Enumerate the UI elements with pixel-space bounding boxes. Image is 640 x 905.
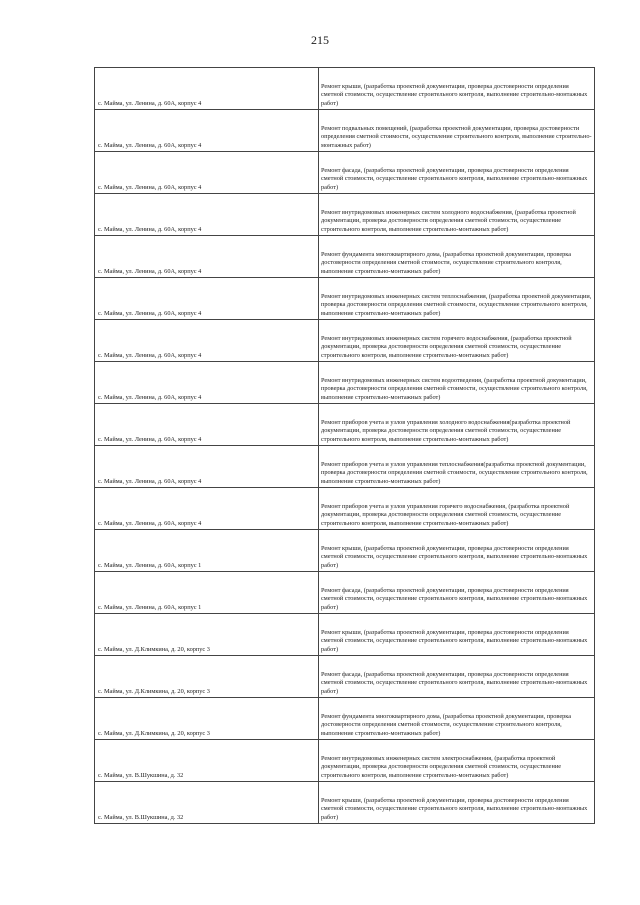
work-cell: Ремонт фасада, (разработка проектной документации, проверка достоверности определения сметной стоимости, осуществление строительного контроля, выполнение строительно-монтажных работ) — [319, 572, 595, 614]
table-row — [95, 656, 595, 698]
works-table — [94, 67, 595, 824]
address-cell: с. Майма, ул. В.Шукшина, д. 32 — [95, 782, 319, 824]
work-cell: Ремонт фасада, (разработка проектной документации, проверка достоверности определения сметной стоимости, осуществление строительного контроля, выполнение строительно-монтажных работ) — [319, 152, 595, 194]
address-cell: с. Майма, ул. Ленина, д. 60А, корпус 4 — [95, 236, 319, 278]
table-row — [95, 362, 595, 404]
work-cell: Ремонт приборов учета и узлов управления холодного водоснабжения(разработка проектной документации, проверка достоверности определения сметной стоимости, осуществление строительного контроля, выполнение строительно-монтажных работ) — [319, 404, 595, 446]
address-cell: с. Майма, ул. Д.Климкина, д. 20, корпус 3 — [95, 656, 319, 698]
table-row — [95, 614, 595, 656]
work-cell: Ремонт фундамента многоквартирного дома, (разработка проектной документации, проверка достоверности определения сметной стоимости, осуществление строительного контроля, выполнение строительно-монтажных работ) — [319, 236, 595, 278]
address-cell: с. Майма, ул. Ленина, д. 60А, корпус 4 — [95, 320, 319, 362]
table-row — [95, 236, 595, 278]
work-cell: Ремонт фасада, (разработка проектной документации, проверка достоверности определения сметной стоимости, осуществление строительного контроля, выполнение строительно-монтажных работ) — [319, 656, 595, 698]
table-row — [95, 68, 595, 110]
work-cell: Ремонт приборов учета и узлов управления теплоснабжения(разработка проектной документации, проверка достоверности определения сметной стоимости, осуществление строительного контроля, выполнение строительно-монтажных работ) — [319, 446, 595, 488]
address-cell: с. Майма, ул. Ленина, д. 60А, корпус 4 — [95, 362, 319, 404]
works-table-body — [95, 68, 595, 824]
address-cell: с. Майма, ул. Ленина, д. 60А, корпус 4 — [95, 110, 319, 152]
work-cell: Ремонт внутридомовых инженерных систем теплоснабжения, (разработка проектной документации, проверка достоверности определения сметной стоимости, осуществление строительного контроля, выполнение строительно-монтажных работ) — [319, 278, 595, 320]
work-cell: Ремонт приборов учета и узлов управления горячего водоснабжения, (разработка проектной документации, проверка достоверности определения сметной стоимости, осуществление строительного контроля, выполнение строительно-монтажных работ) — [319, 488, 595, 530]
address-cell: с. Майма, ул. Ленина, д. 60А, корпус 4 — [95, 68, 319, 110]
table-row — [95, 698, 595, 740]
address-cell: с. Майма, ул. Д.Климкина, д. 20, корпус 3 — [95, 698, 319, 740]
table-row — [95, 110, 595, 152]
address-cell: с. Майма, ул. Д.Климкина, д. 20, корпус 3 — [95, 614, 319, 656]
table-row — [95, 740, 595, 782]
work-cell: Ремонт фундамента многоквартирного дома, (разработка проектной документации, проверка достоверности определения сметной стоимости, осуществление строительного контроля, выполнение строительно-монтажных работ) — [319, 698, 595, 740]
work-cell: Ремонт крыши, (разработка проектной документации, проверка достоверности определения сметной стоимости, осуществление строительного контроля, выполнение строительно-монтажных работ) — [319, 530, 595, 572]
work-cell: Ремонт крыши, (разработка проектной документации, проверка достоверности определения сметной стоимости, осуществление строительного контроля, выполнение строительно-монтажных работ) — [319, 68, 595, 110]
work-cell: Ремонт внутридомовых инженерных систем холодного водоснабжения, (разработка проектной документации, проверка достоверности определения сметной стоимости, осуществление строительного контроля, выполнение строительно-монтажных работ) — [319, 194, 595, 236]
address-cell: с. Майма, ул. Ленина, д. 60А, корпус 4 — [95, 404, 319, 446]
address-cell: с. Майма, ул. Ленина, д. 60А, корпус 4 — [95, 488, 319, 530]
address-cell: с. Майма, ул. Ленина, д. 60А, корпус 4 — [95, 152, 319, 194]
work-cell: Ремонт внутридомовых инженерных систем электроснабжения, (разработка проектной документации, проверка достоверности определения сметной стоимости, осуществление строительного контроля, выполнение строительно-монтажных работ) — [319, 740, 595, 782]
work-cell: Ремонт подвальных помещений, (разработка проектной документации, проверка достоверности определения сметной стоимости, осуществление строительного контроля, выполнение строительно-монтажных работ) — [319, 110, 595, 152]
address-cell: с. Майма, ул. Ленина, д. 60А, корпус 4 — [95, 446, 319, 488]
table-row — [95, 488, 595, 530]
page-number: 215 — [311, 33, 329, 47]
table-row — [95, 572, 595, 614]
table-row — [95, 278, 595, 320]
address-cell: с. Майма, ул. Ленина, д. 60А, корпус 1 — [95, 572, 319, 614]
table-row — [95, 446, 595, 488]
table-row — [95, 152, 595, 194]
work-cell: Ремонт крыши, (разработка проектной документации, проверка достоверности определения сметной стоимости, осуществление строительного контроля, выполнение строительно-монтажных работ) — [319, 782, 595, 824]
work-cell: Ремонт внутридомовых инженерных систем водоотведения, (разработка проектной документации, проверка достоверности определения сметной стоимости, осуществление строительного контроля, выполнение строительно-монтажных работ) — [319, 362, 595, 404]
table-row — [95, 782, 595, 824]
work-cell: Ремонт крыши, (разработка проектной документации, проверка достоверности определения сметной стоимости, осуществление строительного контроля, выполнение строительно-монтажных работ) — [319, 614, 595, 656]
address-cell: с. Майма, ул. Ленина, д. 60А, корпус 1 — [95, 530, 319, 572]
table-row — [95, 194, 595, 236]
work-cell: Ремонт внутридомовых инженерных систем горячего водоснабжения, (разработка проектной документации, проверка достоверности определения сметной стоимости, осуществление строительного контроля, выполнение строительно-монтажных работ) — [319, 320, 595, 362]
table-row — [95, 530, 595, 572]
table-row — [95, 320, 595, 362]
table-row — [95, 404, 595, 446]
address-cell: с. Майма, ул. Ленина, д. 60А, корпус 4 — [95, 194, 319, 236]
address-cell: с. Майма, ул. В.Шукшина, д. 32 — [95, 740, 319, 782]
address-cell: с. Майма, ул. Ленина, д. 60А, корпус 4 — [95, 278, 319, 320]
